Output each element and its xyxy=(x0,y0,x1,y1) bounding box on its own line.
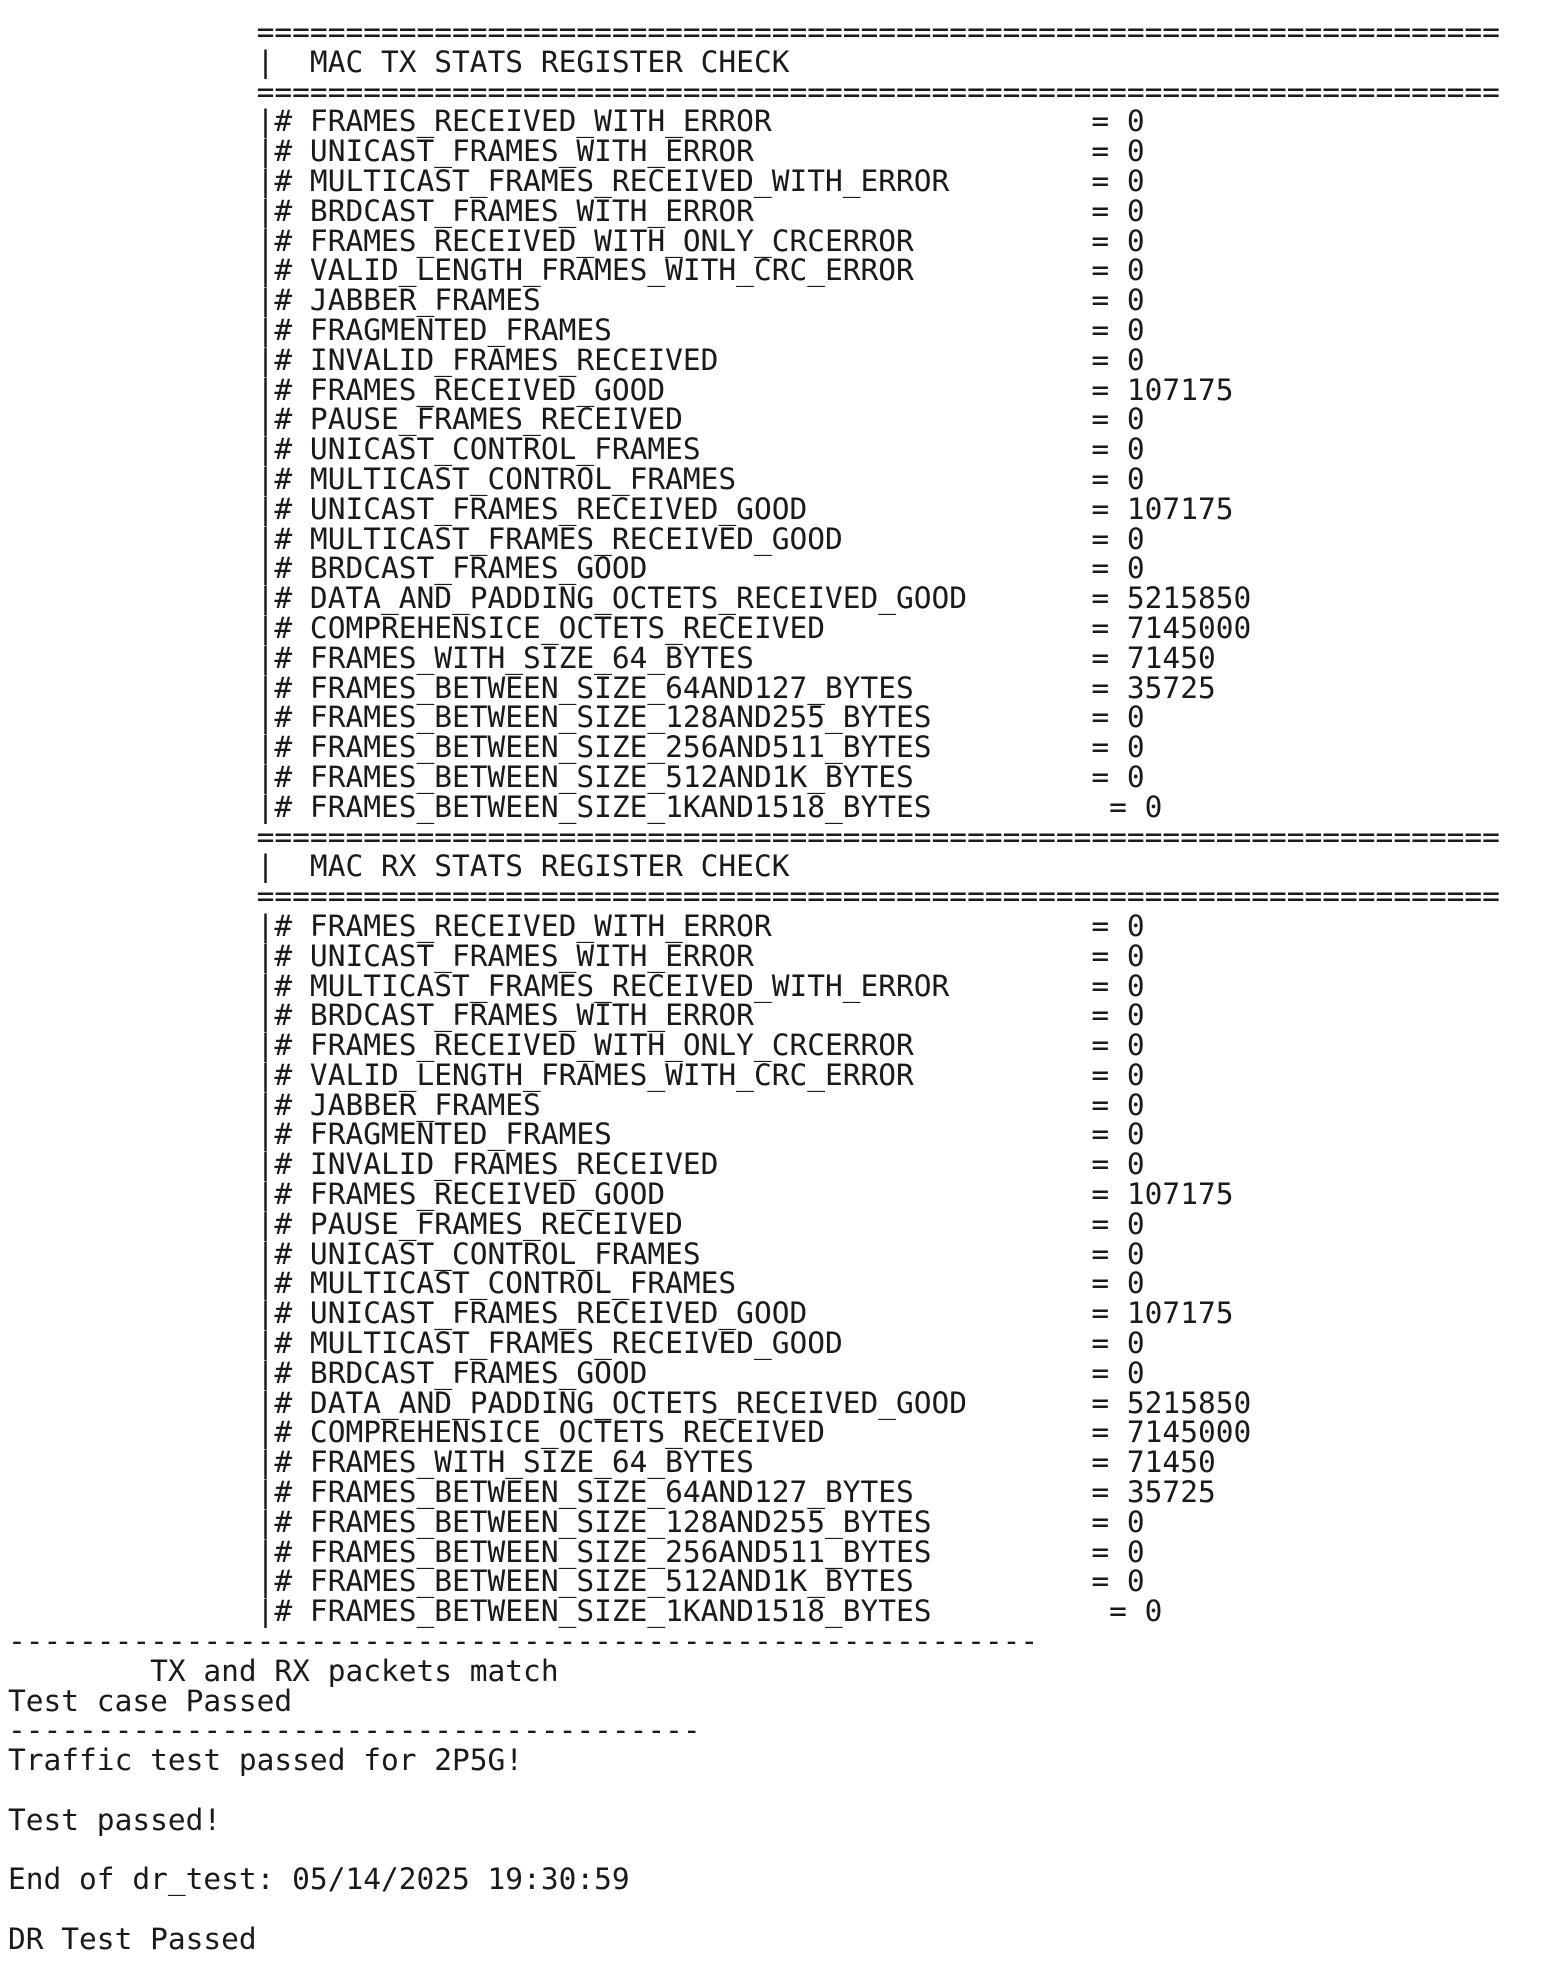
terminal-line: | MAC TX STATS REGISTER CHECK xyxy=(8,44,790,79)
terminal-line: |# DATA_AND_PADDING_OCTETS_RECEIVED_GOOD = 5215850 xyxy=(8,1385,1252,1420)
terminal-line: TX and RX packets match xyxy=(8,1653,559,1688)
terminal-line: |# UNICAST_FRAMES_WITH_ERROR = 0 xyxy=(8,134,1145,169)
terminal-line: ====================================================================== xyxy=(8,15,1500,49)
terminal-line: |# PAUSE_FRAMES_RECEIVED = 0 xyxy=(8,1206,1145,1241)
terminal-line xyxy=(8,1895,1500,1925)
terminal-line: |# COMPREHENSICE_OCTETS_RECEIVED = 7145000 xyxy=(8,610,1252,645)
terminal-line: |# PAUSE_FRAMES_RECEIVED = 0 xyxy=(8,402,1145,437)
terminal-line: |# INVALID_FRAMES_RECEIVED = 0 xyxy=(8,1147,1145,1182)
terminal-line: --------------------------------------- xyxy=(8,1713,701,1748)
terminal-line: |# MULTICAST_CONTROL_FRAMES = 0 xyxy=(8,1266,1145,1301)
terminal-line: |# FRAGMENTED_FRAMES = 0 xyxy=(8,1117,1145,1152)
terminal-line: |# FRAMES_BETWEEN_SIZE_64AND127_BYTES = 35725 xyxy=(8,1475,1216,1510)
terminal-line: |# FRAMES_BETWEEN_SIZE_128AND255_BYTES = 0 xyxy=(8,1504,1145,1539)
terminal-line: |# MULTICAST_FRAMES_RECEIVED_WITH_ERROR = 0 xyxy=(8,163,1145,198)
terminal-line: |# UNICAST_CONTROL_FRAMES = 0 xyxy=(8,1236,1145,1271)
terminal-line: |# JABBER_FRAMES = 0 xyxy=(8,283,1145,318)
terminal-line: ====================================================================== xyxy=(8,74,1500,109)
terminal-line: Test passed! xyxy=(8,1802,222,1837)
terminal-line xyxy=(8,1776,1500,1806)
terminal-line xyxy=(8,1836,1500,1866)
terminal-line: |# FRAMES_BETWEEN_SIZE_256AND511_BYTES = 0 xyxy=(8,730,1145,765)
terminal-line: |# BRDCAST_FRAMES_GOOD = 0 xyxy=(8,1355,1145,1390)
terminal-line: DR Test Passed xyxy=(8,1922,257,1956)
terminal-line: |# UNICAST_CONTROL_FRAMES = 0 xyxy=(8,432,1145,467)
terminal-line: Traffic test passed for 2P5G! xyxy=(8,1743,524,1778)
terminal-line: |# FRAMES_BETWEEN_SIZE_64AND127_BYTES = 35725 xyxy=(8,670,1216,705)
terminal-line: |# UNICAST_FRAMES_WITH_ERROR = 0 xyxy=(8,938,1145,973)
terminal-line: |# DATA_AND_PADDING_OCTETS_RECEIVED_GOOD = 5215850 xyxy=(8,581,1252,616)
terminal-line: |# FRAMES_BETWEEN_SIZE_512AND1K_BYTES = 0 xyxy=(8,1564,1145,1599)
terminal-line: |# FRAMES_RECEIVED_GOOD = 107175 xyxy=(8,1177,1234,1212)
terminal-line: |# MULTICAST_FRAMES_RECEIVED_GOOD = 0 xyxy=(8,521,1145,556)
terminal-line: |# UNICAST_FRAMES_RECEIVED_GOOD = 107175 xyxy=(8,1296,1234,1331)
terminal-line: |# UNICAST_FRAMES_RECEIVED_GOOD = 107175 xyxy=(8,491,1234,526)
terminal-line: |# FRAMES_BETWEEN_SIZE_256AND511_BYTES = 0 xyxy=(8,1534,1145,1569)
terminal-line: |# VALID_LENGTH_FRAMES_WITH_CRC_ERROR = 0 xyxy=(8,1057,1145,1092)
terminal-line: |# BRDCAST_FRAMES_WITH_ERROR = 0 xyxy=(8,998,1145,1033)
terminal-line: |# FRAMES_WITH_SIZE_64_BYTES = 71450 xyxy=(8,640,1216,675)
terminal-line: |# MULTICAST_CONTROL_FRAMES = 0 xyxy=(8,461,1145,496)
terminal-line: |# COMPREHENSICE_OCTETS_RECEIVED = 7145000 xyxy=(8,1415,1252,1450)
terminal-line: |# FRAMES_BETWEEN_SIZE_512AND1K_BYTES = 0 xyxy=(8,759,1145,794)
terminal-line: |# MULTICAST_FRAMES_RECEIVED_WITH_ERROR = 0 xyxy=(8,968,1145,1003)
terminal-line: ====================================================================== xyxy=(8,879,1500,914)
terminal-line: ---------------------------------------------------------- xyxy=(8,1624,1039,1659)
terminal-line: |# JABBER_FRAMES = 0 xyxy=(8,1087,1145,1122)
terminal-line: |# FRAMES_RECEIVED_WITH_ERROR = 0 xyxy=(8,104,1145,139)
terminal-line: |# FRAMES_BETWEEN_SIZE_1KAND1518_BYTES = 0 xyxy=(8,789,1163,824)
terminal-line: |# BRDCAST_FRAMES_WITH_ERROR = 0 xyxy=(8,193,1145,228)
terminal-line: |# INVALID_FRAMES_RECEIVED = 0 xyxy=(8,342,1145,377)
terminal-line: |# FRAMES_BETWEEN_SIZE_128AND255_BYTES = 0 xyxy=(8,700,1145,735)
terminal-line: |# FRAMES_RECEIVED_GOOD = 107175 xyxy=(8,372,1234,407)
terminal-line: |# FRAMES_WITH_SIZE_64_BYTES = 71450 xyxy=(8,1445,1216,1480)
terminal-line: |# FRAMES_RECEIVED_WITH_ONLY_CRCERROR = 0 xyxy=(8,1028,1145,1063)
terminal-line: |# BRDCAST_FRAMES_GOOD = 0 xyxy=(8,551,1145,586)
terminal-line: Test case Passed xyxy=(8,1683,293,1718)
terminal-line: ====================================================================== xyxy=(8,819,1500,854)
terminal-line: |# FRAGMENTED_FRAMES = 0 xyxy=(8,312,1145,347)
terminal-line: | MAC RX STATS REGISTER CHECK xyxy=(8,849,790,884)
terminal-line: |# VALID_LENGTH_FRAMES_WITH_CRC_ERROR = 0 xyxy=(8,253,1145,288)
terminal-line: |# FRAMES_RECEIVED_WITH_ONLY_CRCERROR = 0 xyxy=(8,223,1145,258)
terminal-line: |# MULTICAST_FRAMES_RECEIVED_GOOD = 0 xyxy=(8,1326,1145,1361)
terminal-line: |# FRAMES_BETWEEN_SIZE_1KAND1518_BYTES = 0 xyxy=(8,1594,1163,1629)
terminal-output xyxy=(8,15,1500,1956)
terminal-line: End of dr_test: 05/14/2025 19:30:59 xyxy=(8,1862,630,1897)
terminal-line: |# FRAMES_RECEIVED_WITH_ERROR = 0 xyxy=(8,908,1145,943)
